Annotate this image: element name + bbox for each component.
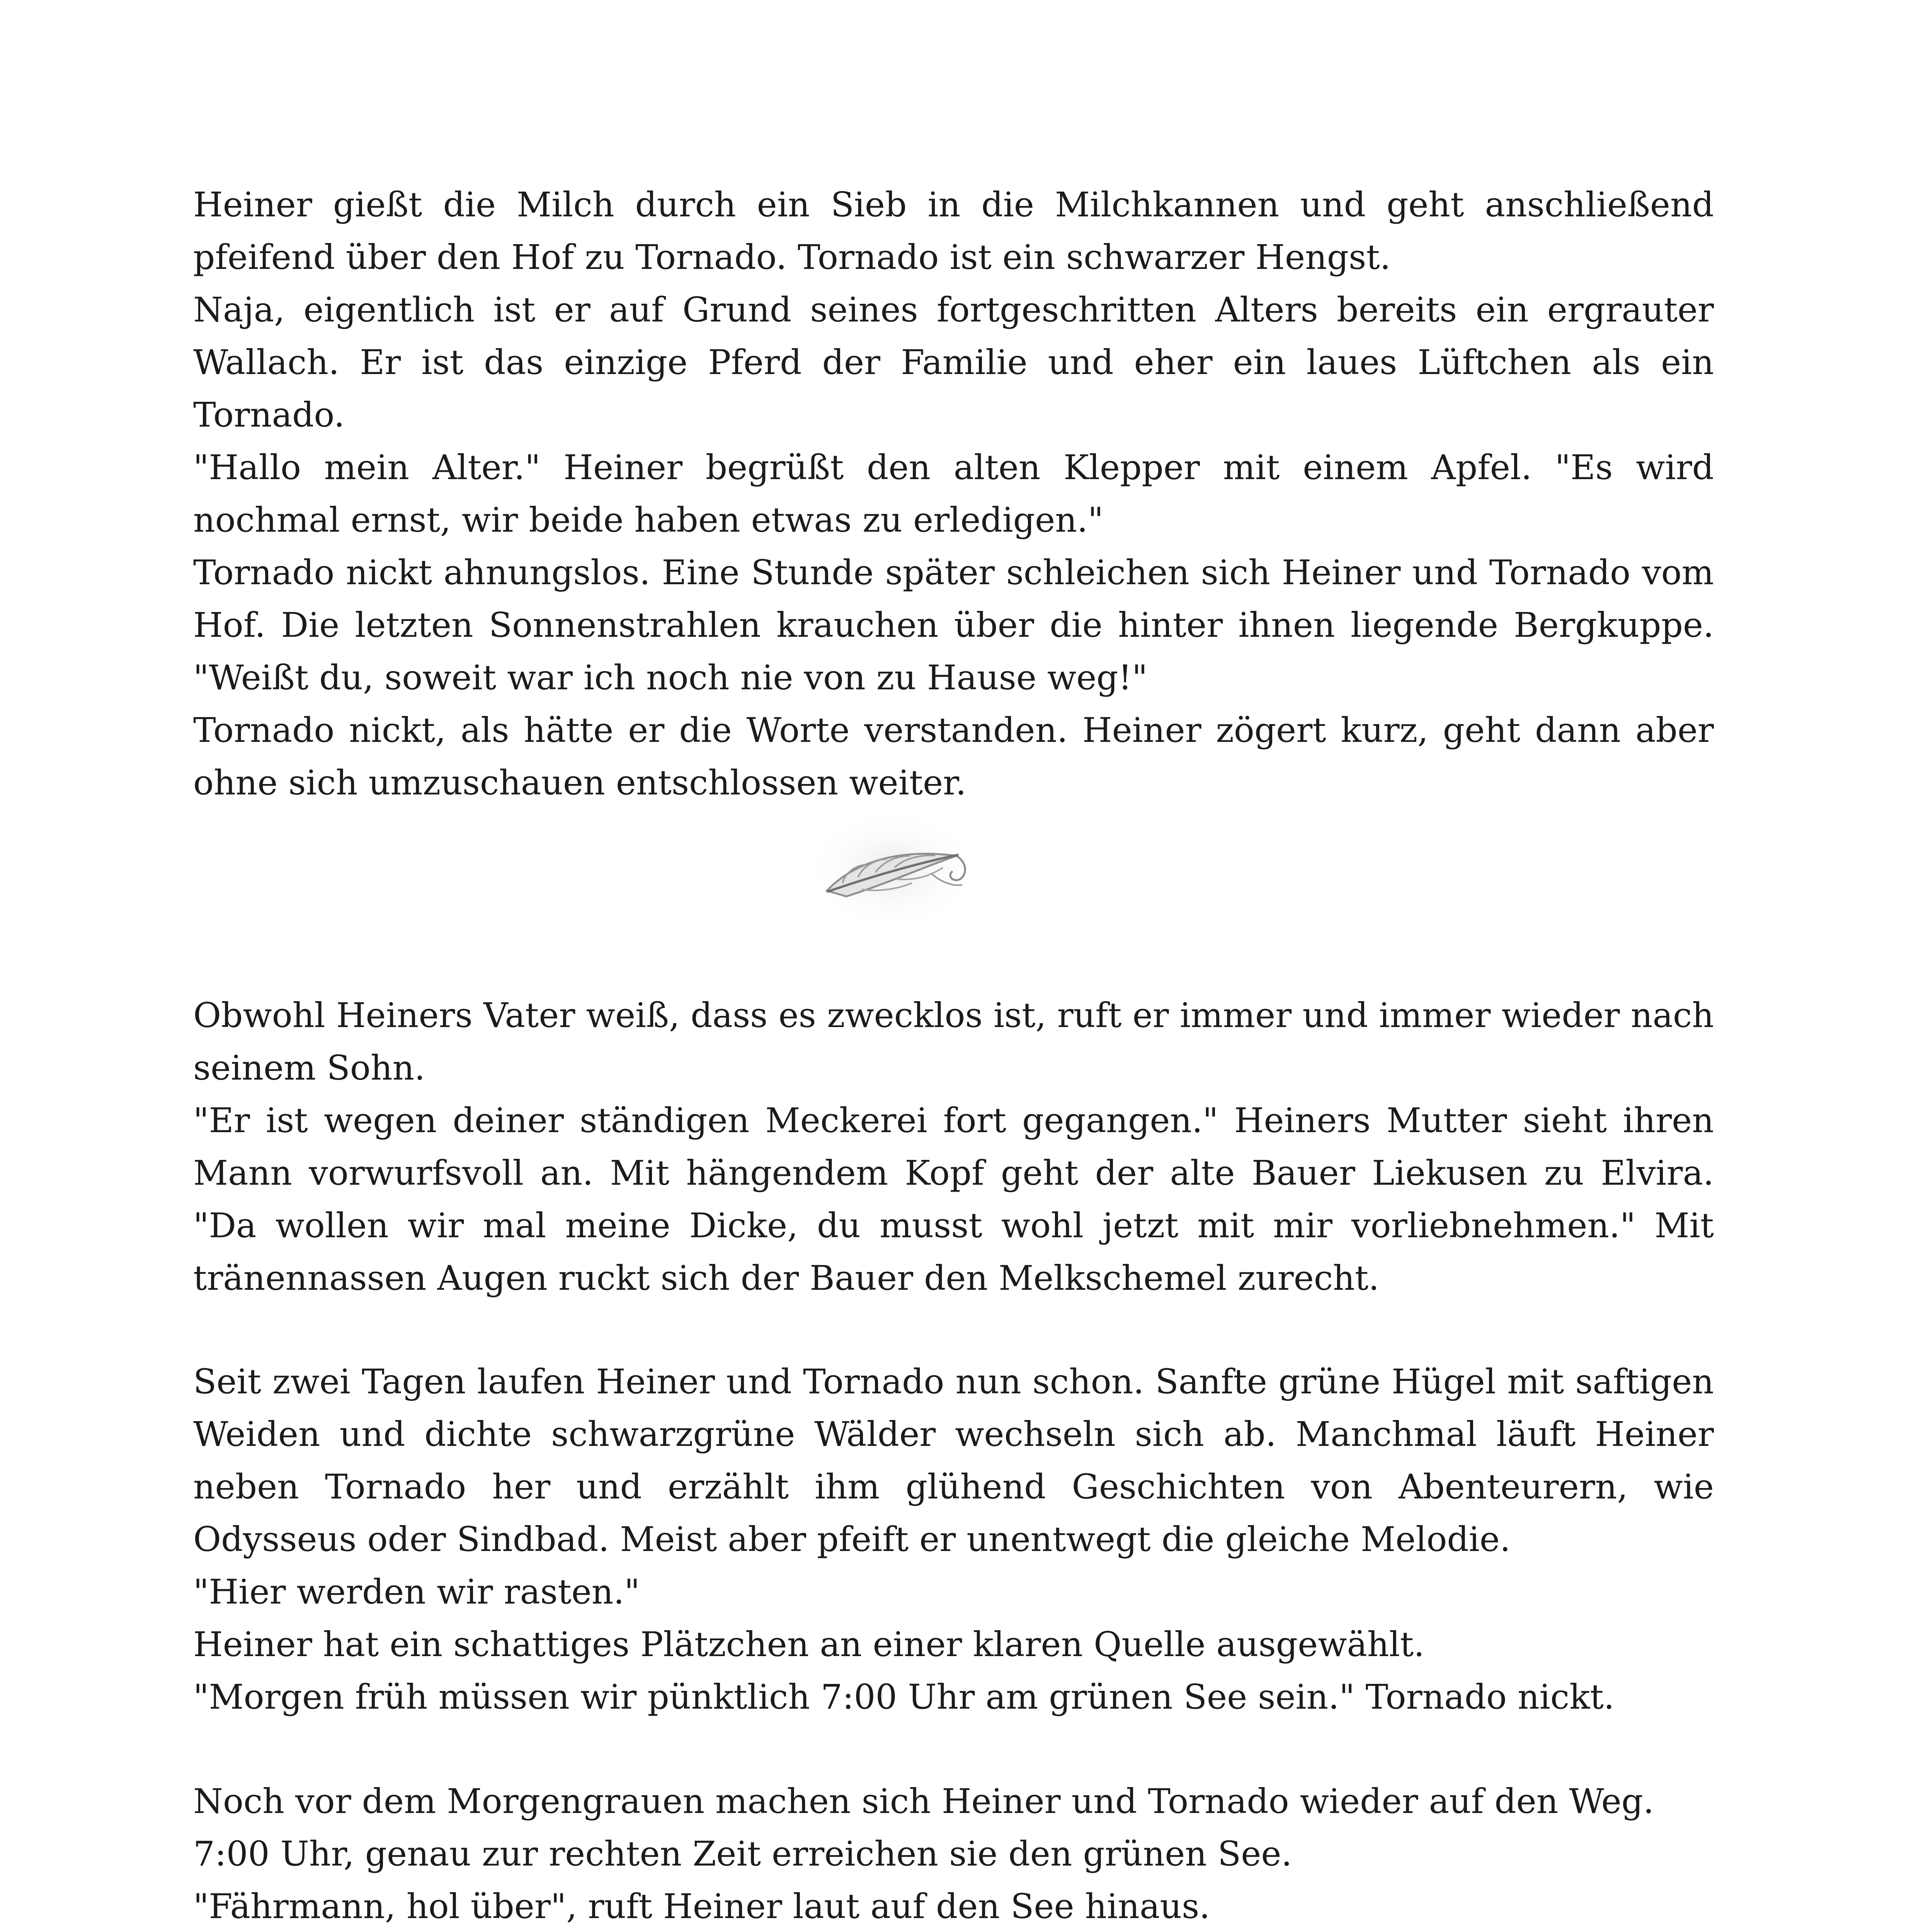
paragraph: Obwohl Heiners Vater weiß, dass es zwecklos ist, ruft er immer und immer wieder nach seinem Sohn. — [193, 995, 1714, 1088]
paragraph: 7:00 Uhr, genau zur rechten Zeit erreichen sie den grünen See. — [193, 1834, 1292, 1874]
paragraph: "Hier werden wir rasten." — [193, 1572, 640, 1612]
paragraph: Heiner gießt die Milch durch ein Sieb in die Milchkannen und geht anschließend pfeifend über den Hof zu Tornado. Tornado ist ein schwarzer Hengst. — [193, 185, 1714, 277]
paragraph: "Morgen früh müssen wir pünktlich 7:00 Uhr am grünen See sein." Tornado nickt. — [193, 1677, 1615, 1717]
section-journey — [193, 1355, 1714, 1723]
feather-ornament-icon — [804, 804, 982, 935]
section-father — [193, 989, 1714, 1304]
paragraph: Heiner hat ein schattiges Plätzchen an einer klaren Quelle ausgewählt. — [193, 1624, 1425, 1664]
section-lake — [193, 1775, 1714, 1932]
paragraph: Seit zwei Tagen laufen Heiner und Tornado nun schon. Sanfte grüne Hügel mit saftigen Weiden und dichte schwarzgrüne Wälder wechseln sich ab. Manchmal läuft Heiner neben Tornado her und erzählt ihm glühend Geschichten von Abenteurern, wie Odysseus oder Sindbad. Meist aber pfeift er unentwegt die gleiche Melodie. — [193, 1362, 1714, 1559]
paragraph: Tornado nickt ahnungslos. Eine Stunde später schleichen sich Heiner und Tornado vom Hof. Die letzten Sonnenstrahlen krauchen über die hinter ihnen liegende Bergkuppe. "Weißt du, soweit war ich noch nie von zu Hause weg!" — [193, 553, 1714, 697]
section-departure — [193, 179, 1714, 809]
paragraph: Noch vor dem Morgengrauen machen sich Heiner und Tornado wieder auf den Weg. — [193, 1781, 1654, 1821]
paragraph: Tornado nickt, als hätte er die Worte verstanden. Heiner zögert kurz, geht dann aber ohne sich umzuschauen entschlossen weiter. — [193, 710, 1714, 803]
paragraph: "Fährmann, hol über", ruft Heiner laut auf den See hinaus. — [193, 1886, 1210, 1926]
paragraph: Naja, eigentlich ist er auf Grund seines fortgeschritten Alters bereits ein ergrauter Wallach. Er ist das einzige Pferd der Familie und eher ein laues Lüftchen als ein Tornado. — [193, 290, 1714, 435]
paragraph: "Er ist wegen deiner ständigen Meckerei fort gegangen." Heiners Mutter sieht ihren Mann vorwurfsvoll an. Mit hängendem Kopf geht der alte Bauer Liekusen zu Elvira. "Da wollen wir mal meine Dicke, du musst wohl jetzt mit mir vorliebnehmen." Mit tränennassen Augen ruckt sich der Bauer den Melkschemel zurecht. — [193, 1100, 1714, 1298]
paragraph: "Hallo mein Alter." Heiner begrüßt den alten Klepper mit einem Apfel. "Es wird nochmal ernst, wir beide haben etwas zu erledigen." — [193, 447, 1714, 540]
